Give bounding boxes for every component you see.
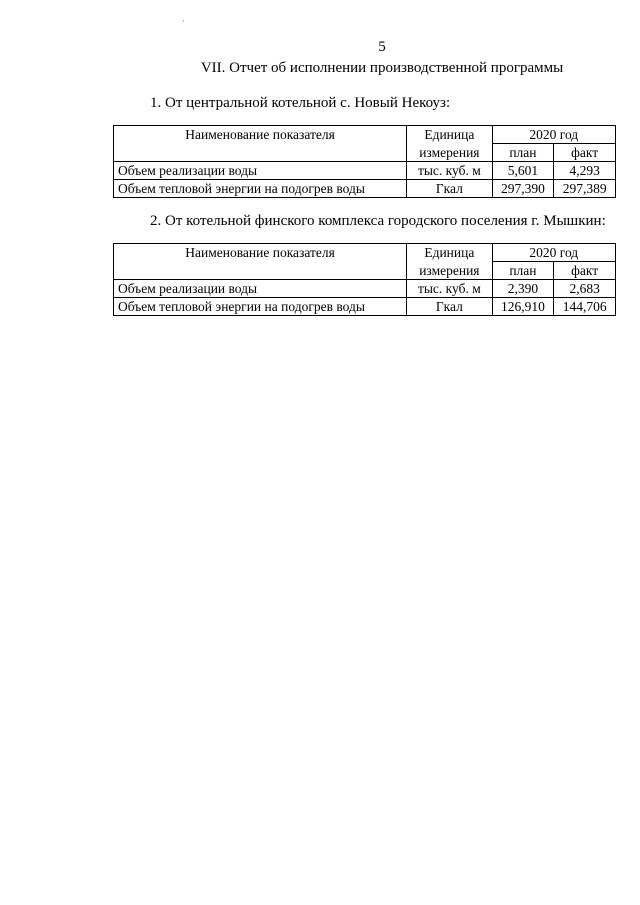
- header-indicator-name: Наименование показателя: [114, 244, 407, 280]
- header-unit-line1: Единица: [407, 244, 492, 262]
- row-unit: Гкал: [407, 180, 492, 198]
- row-plan: 5,601: [492, 162, 554, 180]
- row-plan: 126,910: [492, 298, 554, 316]
- report-table-1: [113, 125, 616, 198]
- row-name: Объем реализации воды: [114, 280, 407, 298]
- row-fact: 297,389: [554, 180, 616, 198]
- row-fact: 144,706: [554, 298, 616, 316]
- header-unit-line2: измерения: [407, 144, 492, 162]
- scan-artifact: [183, 20, 184, 22]
- row-plan: 297,390: [492, 180, 554, 198]
- table-row: [114, 180, 616, 198]
- header-unit-line2: измерения: [407, 262, 492, 280]
- section-title: VII. Отчет об исполнении производственной программы: [200, 60, 564, 76]
- section-1-subtitle: 1. От центральной котельной с. Новый Некоуз:: [150, 95, 451, 111]
- row-unit: тыс. куб. м: [407, 162, 492, 180]
- table-row: [114, 280, 616, 298]
- report-table-2: [113, 243, 616, 316]
- row-name: Объем тепловой энергии на подогрев воды: [114, 298, 407, 316]
- row-fact: 4,293: [554, 162, 616, 180]
- header-plan: план: [492, 262, 554, 280]
- row-unit: Гкал: [407, 298, 492, 316]
- header-indicator-name: Наименование показателя: [114, 126, 407, 162]
- row-name: Объем тепловой энергии на подогрев воды: [114, 180, 407, 198]
- header-year: 2020 год: [492, 126, 615, 144]
- header-unit-line1: Единица: [407, 126, 492, 144]
- table-row: [114, 162, 616, 180]
- header-year: 2020 год: [492, 244, 615, 262]
- row-unit: тыс. куб. м: [407, 280, 492, 298]
- header-fact: факт: [554, 262, 616, 280]
- table-header-row: [114, 126, 616, 144]
- header-plan: план: [492, 144, 554, 162]
- row-fact: 2,683: [554, 280, 616, 298]
- row-plan: 2,390: [492, 280, 554, 298]
- row-name: Объем реализации воды: [114, 162, 407, 180]
- table-header-row: [114, 244, 616, 262]
- section-2-subtitle: 2. От котельной финского комплекса городского поселения г. Мышкин:: [150, 213, 606, 229]
- page-number: 5: [378, 39, 386, 55]
- table-row: [114, 298, 616, 316]
- header-fact: факт: [554, 144, 616, 162]
